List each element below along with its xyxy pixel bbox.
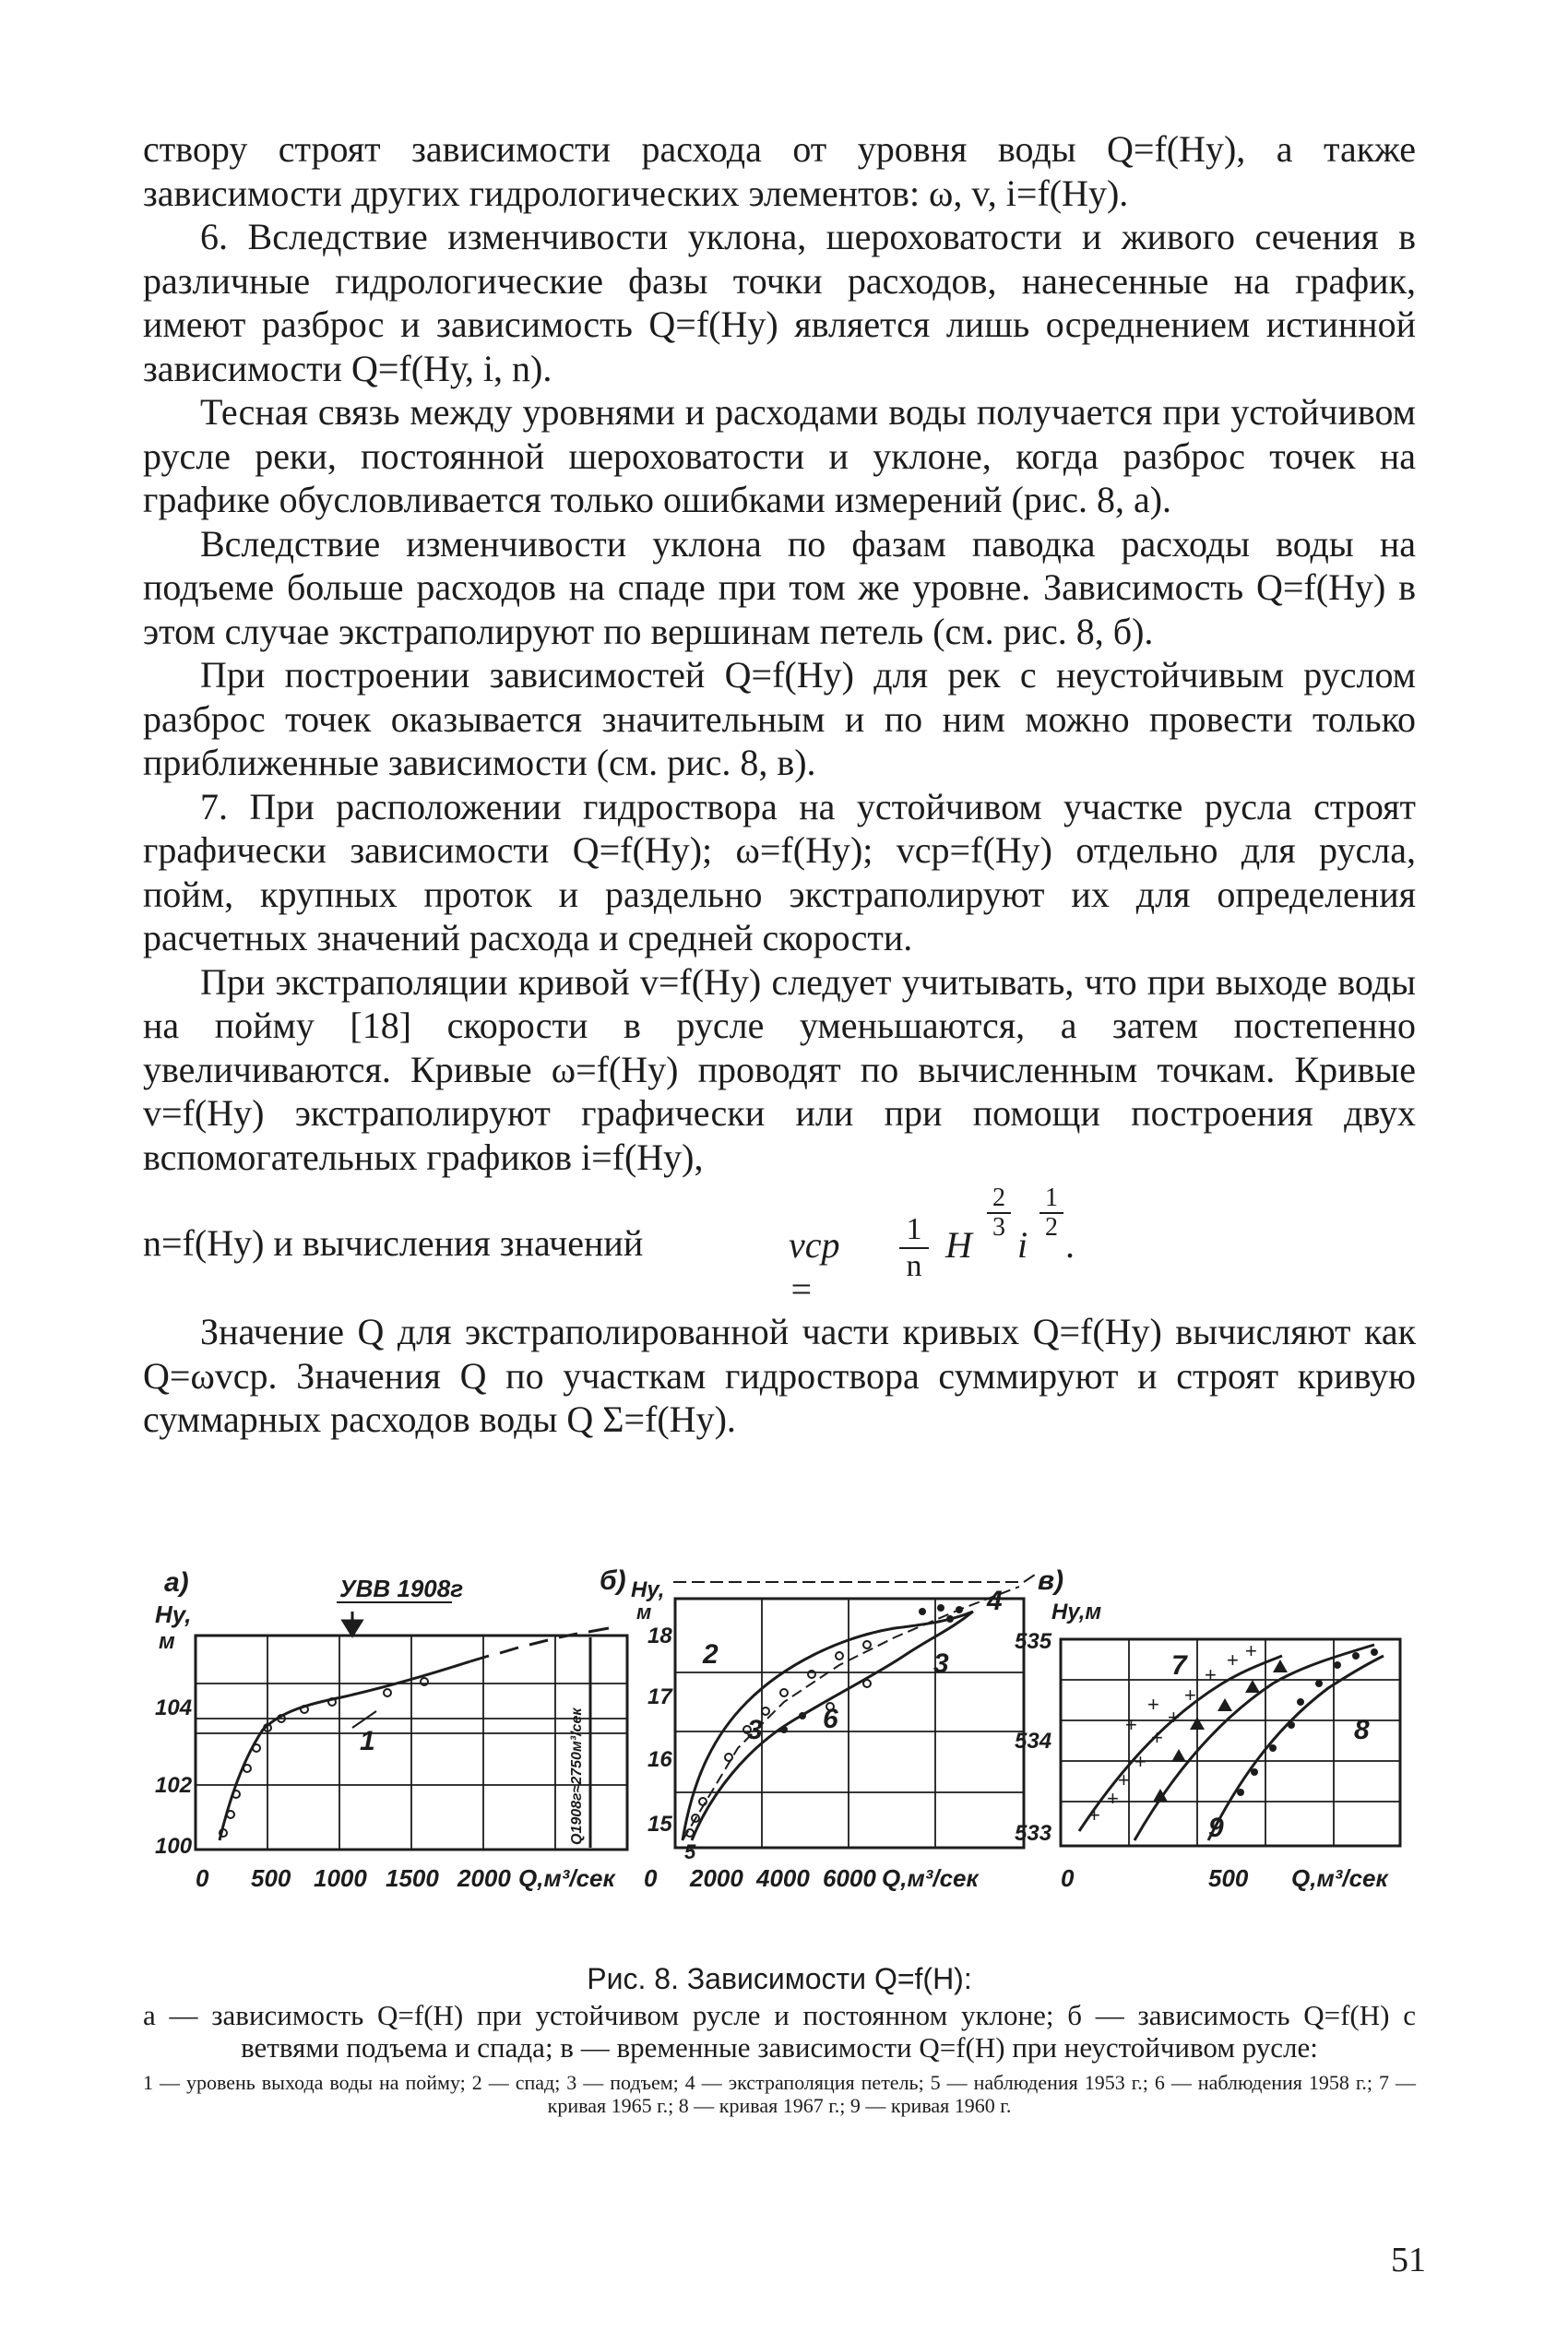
- svg-text:+: +: [1088, 1803, 1100, 1826]
- paragraph-7: При экстраполяции кривой v=f(Hу) следует учитывать, что при выходе воды на пойму [18] скорости в русле уменьшаются, а затем постепенно увеличиваются. Кривые ω=f(Hу) проводят по вычисленным точкам. Кривые v=f(Hу) экстраполируют графически или при помощи построения двух вспомогательных графиков i=f(Hу),: [143, 960, 1416, 1178]
- paragraph-3: Тесная связь между уровнями и расходами воды получается при устойчивом русле реки, постоянной шероховатости и уклоне, когда разброс точек на графике обусловливается только ошибками измерений (рис. 8, а).: [143, 391, 1416, 520]
- panel-a-curve-label: 1: [360, 1726, 375, 1756]
- paragraph-2: 6. Вследствие изменчивости уклона, шероховатости и живого сечения в различные гидрологические фазы точки расходов, нанесенные на график, имеют разброс и зависимость Q=f(Hу) является лишь осреднением истинной зависимости Q=f(Hу, i, n).: [143, 216, 1416, 389]
- panel-a-ylabel: Hу,: [155, 1600, 192, 1628]
- formula-h-exp-den: 3: [992, 1213, 1005, 1242]
- panel-a-ytick-102: 102: [155, 1773, 193, 1798]
- formula-i: i: [1017, 1224, 1028, 1266]
- panel-a-xtick-500: 500: [251, 1864, 291, 1892]
- svg-text:+: +: [1118, 1768, 1130, 1791]
- panel-b-label: б): [600, 1565, 626, 1596]
- figure-8-svg: [138, 1564, 1430, 1951]
- panel-b-xtick-0: 0: [644, 1864, 658, 1892]
- panel-a-xtick-0: 0: [196, 1864, 209, 1892]
- figure-8: [138, 1564, 1430, 1951]
- panel-b-label-2: 2: [703, 1639, 719, 1670]
- paragraph-9: Значение Q для экстраполированной части кривых Q=f(Hу) вычисляют как Q=ωvср. Значения Q по участкам гидроствора суммируют и строят кривую суммарных расходов воды Q Σ=f(Hу).: [143, 1311, 1416, 1440]
- paragraph-4: Вследствие изменчивости уклона по фазам паводка расходы воды на подъеме больше расходов на спаде при том же уровне. Зависимость Q=f(Hу) в этом случае экстраполируют по вершинам петель (см. рис. 8, б).: [143, 522, 1416, 652]
- panel-b-ytick-16: 16: [647, 1747, 672, 1772]
- panel-c: [1015, 1565, 1400, 1892]
- svg-text:+: +: [1151, 1726, 1163, 1749]
- panel-b-ylabel: Hу,: [631, 1577, 665, 1602]
- panel-c-ylabel: Hу,м: [1051, 1600, 1102, 1624]
- svg-text:+: +: [1245, 1639, 1257, 1662]
- panel-c-label-8: 8: [1354, 1715, 1370, 1745]
- formula-h-exponent: [987, 1184, 1011, 1242]
- panel-c-label: в): [1038, 1565, 1064, 1596]
- panel-b-label-3a: 3: [747, 1715, 763, 1745]
- panel-a-yunit: м: [159, 1629, 175, 1654]
- formula-h-exp-num: 2: [987, 1184, 1011, 1214]
- formula-lhs: vср =: [789, 1224, 840, 1310]
- paragraph-1: створу строят зависимости расхода от уровня воды Q=f(Hу), а также зависимости других гидрологических элементов: ω, v, i=f(Hу).: [143, 128, 1416, 214]
- panel-b-label-4: 4: [987, 1586, 1003, 1616]
- panel-a-arrow-icon: [343, 1612, 362, 1636]
- formula-line: [143, 1184, 1416, 1310]
- panel-b: [600, 1565, 1038, 1892]
- panel-c-label-9: 9: [1208, 1813, 1224, 1843]
- caption-legend: 1 — уровень выхода воды на пойму; 2 — спад; 3 — подъем; 4 — экстраполяция петель; 5 — наблюдения 1953 г.; 6 — наблюдения 1958 г.; 7 — кривая 1965 г.; 8 — кривая 1967 г.; 9 — кривая 1960 г.: [143, 2071, 1416, 2117]
- svg-text:+: +: [1107, 1787, 1119, 1810]
- caption-body: а — зависимость Q=f(H) при устойчивом русле и постоянном уклоне; б — зависимость Q=f(H) с ветвями подъема и спада; в — временные зависимости Q=f(H) при неустойчивом русле:: [143, 1999, 1416, 2064]
- svg-text:+: +: [1147, 1693, 1159, 1716]
- page-number: 51: [1391, 2241, 1426, 2279]
- paragraph-6: 7. При расположении гидроствора на устойчивом участке русла строят графически зависимости Q=f(Hу); ω=f(Hу); vср=f(Hу) отдельно для русла, пойм, крупных проток и раздельно экстраполируют их для определения расчетных значений расхода и средней скорости.: [143, 785, 1416, 958]
- panel-a-ytick-104: 104: [155, 1695, 193, 1720]
- panel-b-label-5: 5: [684, 1840, 696, 1863]
- panel-b-ytick-18: 18: [647, 1624, 672, 1648]
- panel-c-ytick-533: 533: [1015, 1821, 1052, 1846]
- formula-end: .: [1065, 1224, 1075, 1266]
- panel-c-xtick-500: 500: [1208, 1864, 1249, 1892]
- panel-a-xtick-2000: 2000: [457, 1864, 511, 1892]
- panel-c-curve-9: [1208, 1656, 1384, 1840]
- formula-i-exp-den: 2: [1045, 1213, 1058, 1242]
- formula-i-exponent: [1039, 1184, 1063, 1242]
- panel-b-xtick-4000: 4000: [756, 1864, 810, 1892]
- panel-b-top-dashed: [673, 1573, 1038, 1582]
- panel-a: [155, 1567, 627, 1892]
- panel-a-xtick-1500: 1500: [386, 1864, 439, 1892]
- svg-text:+: +: [1184, 1684, 1196, 1707]
- formula-fraction: [899, 1212, 929, 1284]
- body-text: [143, 127, 1416, 1442]
- formula-i-exp-num: 1: [1039, 1184, 1063, 1214]
- panel-c-label-7: 7: [1171, 1650, 1187, 1681]
- panel-b-ytick-17: 17: [647, 1684, 672, 1709]
- paragraph-5: При построении зависимостей Q=f(Hу) для рек с неустойчивым руслом разброс точек оказывается значительным и по ним можно провести только приближенные зависимости (см. рис. 8, в).: [143, 654, 1416, 783]
- panel-a-xlabel: Q,м³/сек: [518, 1864, 615, 1892]
- formula-lead-text: n=f(Hу) и вычисления значений: [143, 1222, 644, 1264]
- formula-h: H: [945, 1224, 972, 1266]
- panel-c-xtick-0: 0: [1061, 1864, 1075, 1892]
- panel-c-xlabel: Q,м³/сек: [1291, 1864, 1388, 1892]
- panel-b-xtick-2000: 2000: [690, 1864, 743, 1892]
- svg-text:+: +: [1134, 1750, 1146, 1773]
- panel-a-grid: [196, 1636, 627, 1850]
- panel-b-xlabel: Q,м³/сек: [882, 1864, 979, 1892]
- svg-text:+: +: [1227, 1648, 1239, 1672]
- panel-b-ytick-15: 15: [647, 1812, 672, 1837]
- panel-b-xtick-6000: 6000: [823, 1864, 876, 1892]
- svg-text:+: +: [1168, 1706, 1180, 1729]
- panel-c-ytick-535: 535: [1015, 1629, 1052, 1654]
- panel-b-label-3b: 3: [933, 1648, 949, 1679]
- panel-a-note: УВВ 1908г: [339, 1575, 464, 1602]
- panel-a-xtick-1000: 1000: [314, 1864, 367, 1892]
- formula-denominator: n: [906, 1249, 922, 1283]
- panel-a-extrapolation: [470, 1628, 609, 1661]
- panel-b-yunit: м: [636, 1600, 652, 1624]
- panel-a-vertical-note: Q1908г≈2750м³/сек: [569, 1707, 585, 1845]
- panel-b-label-6: 6: [823, 1704, 838, 1734]
- panel-b-points: [686, 1641, 871, 1837]
- panel-c-ytick-534: 534: [1015, 1729, 1052, 1754]
- panel-b-extrapolation: [683, 1587, 1019, 1840]
- svg-text:+: +: [1125, 1713, 1137, 1736]
- caption-title: Рис. 8. Зависимости Q=f(H):: [587, 1962, 972, 1995]
- panel-a-label: а): [164, 1567, 189, 1598]
- figure-caption: [143, 1960, 1416, 2117]
- formula-numerator: 1: [899, 1212, 929, 1249]
- panel-a-ytick-100: 100: [155, 1834, 193, 1859]
- panel-c-curve-8: [1134, 1645, 1374, 1840]
- svg-text:+: +: [1205, 1663, 1217, 1686]
